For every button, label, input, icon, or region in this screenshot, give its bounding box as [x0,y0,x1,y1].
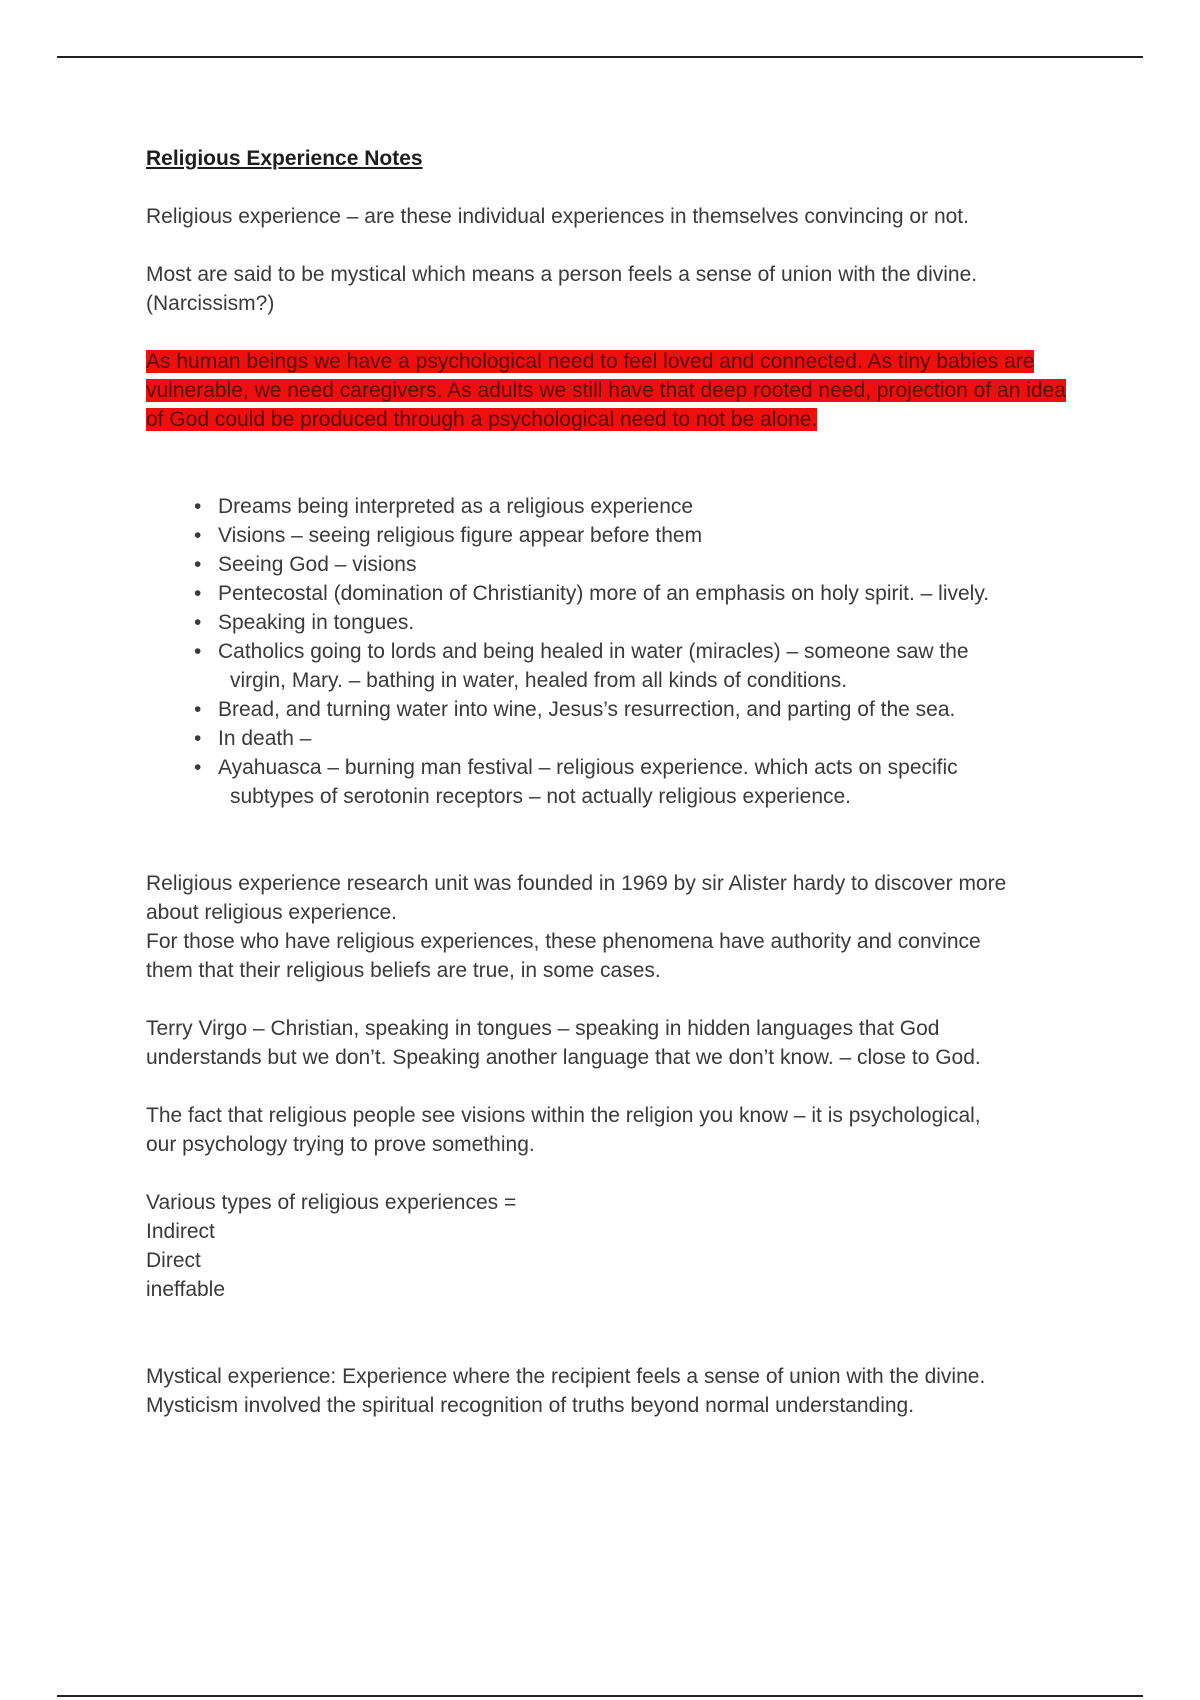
bullet-icon: • [194,727,202,750]
bottom-rule [57,1695,1143,1697]
terry-line-1: Terry Virgo – Christian, speaking in tongues – speaking in hidden languages that God [146,1017,940,1040]
top-rule [57,56,1143,58]
list-item: • Catholics going to lords and being healed in water (miracles) – someone saw the virgin, Mary. – bathing in water, healed from all kinds of conditions. [218,637,1066,695]
list-item: • Bread, and turning water into wine, Jesus’s resurrection, and parting of the sea. [218,695,1066,724]
highlighted-text: As human beings we have a psychological need to feel loved and connected. As tiny babies are vulnerable, we need caregivers. As adults we still have that deep rooted need, projection of an idea of God could be produced through a psychological need to not be alone. [146,350,1066,431]
bullet-icon: • [194,524,202,547]
list-item: • Seeing God – visions [218,550,1066,579]
types-heading: Various types of religious experiences = [146,1191,517,1214]
list-item: • In death – [218,724,1066,753]
document-title: Religious Experience Notes [146,147,423,170]
fact-line-1: The fact that religious people see visions within the religion you know – it is psychological, [146,1104,981,1127]
list-item: • Ayahuasca – burning man festival – religious experience. which acts on specific subtypes of serotonin receptors – not actually religious experience. [218,753,1066,811]
research-line-1: Religious experience research unit was founded in 1969 by sir Alister hardy to discover more [146,872,1007,895]
research-line-2: about religious experience. [146,901,397,924]
mystical-paragraph-line-2: (Narcissism?) [146,292,275,315]
bullet-list [146,492,1066,811]
bullet-icon: • [194,611,202,634]
research-line-4: them that their religious beliefs are true, in some cases. [146,959,661,982]
list-item: • Pentecostal (domination of Christianity) more of an emphasis on holy spirit. – lively. [218,579,1066,608]
mystical-paragraph-line-1: Most are said to be mystical which means a person feels a sense of union with the divine. [146,263,978,286]
list-item: • Visions – seeing religious figure appear before them [218,521,1066,550]
highlighted-paragraph [146,347,1066,434]
document-body [146,144,1066,1420]
bullet-icon: • [194,553,202,576]
mystical-definition-line-1: Mystical experience: Experience where the recipient feels a sense of union with the divine. [146,1365,986,1388]
bullet-icon: • [194,495,202,518]
types-item-indirect: Indirect [146,1220,215,1243]
bullet-icon: • [194,756,202,779]
bullet-icon: • [194,640,202,663]
bullet-icon: • [194,582,202,605]
intro-paragraph: Religious experience – are these individual experiences in themselves convincing or not. [146,205,969,228]
mystical-definition-line-2: Mysticism involved the spiritual recognition of truths beyond normal understanding. [146,1394,915,1417]
types-item-direct: Direct [146,1249,201,1272]
fact-line-2: our psychology trying to prove something. [146,1133,535,1156]
terry-line-2: understands but we don’t. Speaking another language that we don’t know. – close to God. [146,1046,981,1069]
list-item: • Speaking in tongues. [218,608,1066,637]
bullet-icon: • [194,698,202,721]
research-line-3: For those who have religious experiences, these phenomena have authority and convince [146,930,981,953]
list-item: • Dreams being interpreted as a religious experience [218,492,1066,521]
types-item-ineffable: ineffable [146,1278,226,1301]
